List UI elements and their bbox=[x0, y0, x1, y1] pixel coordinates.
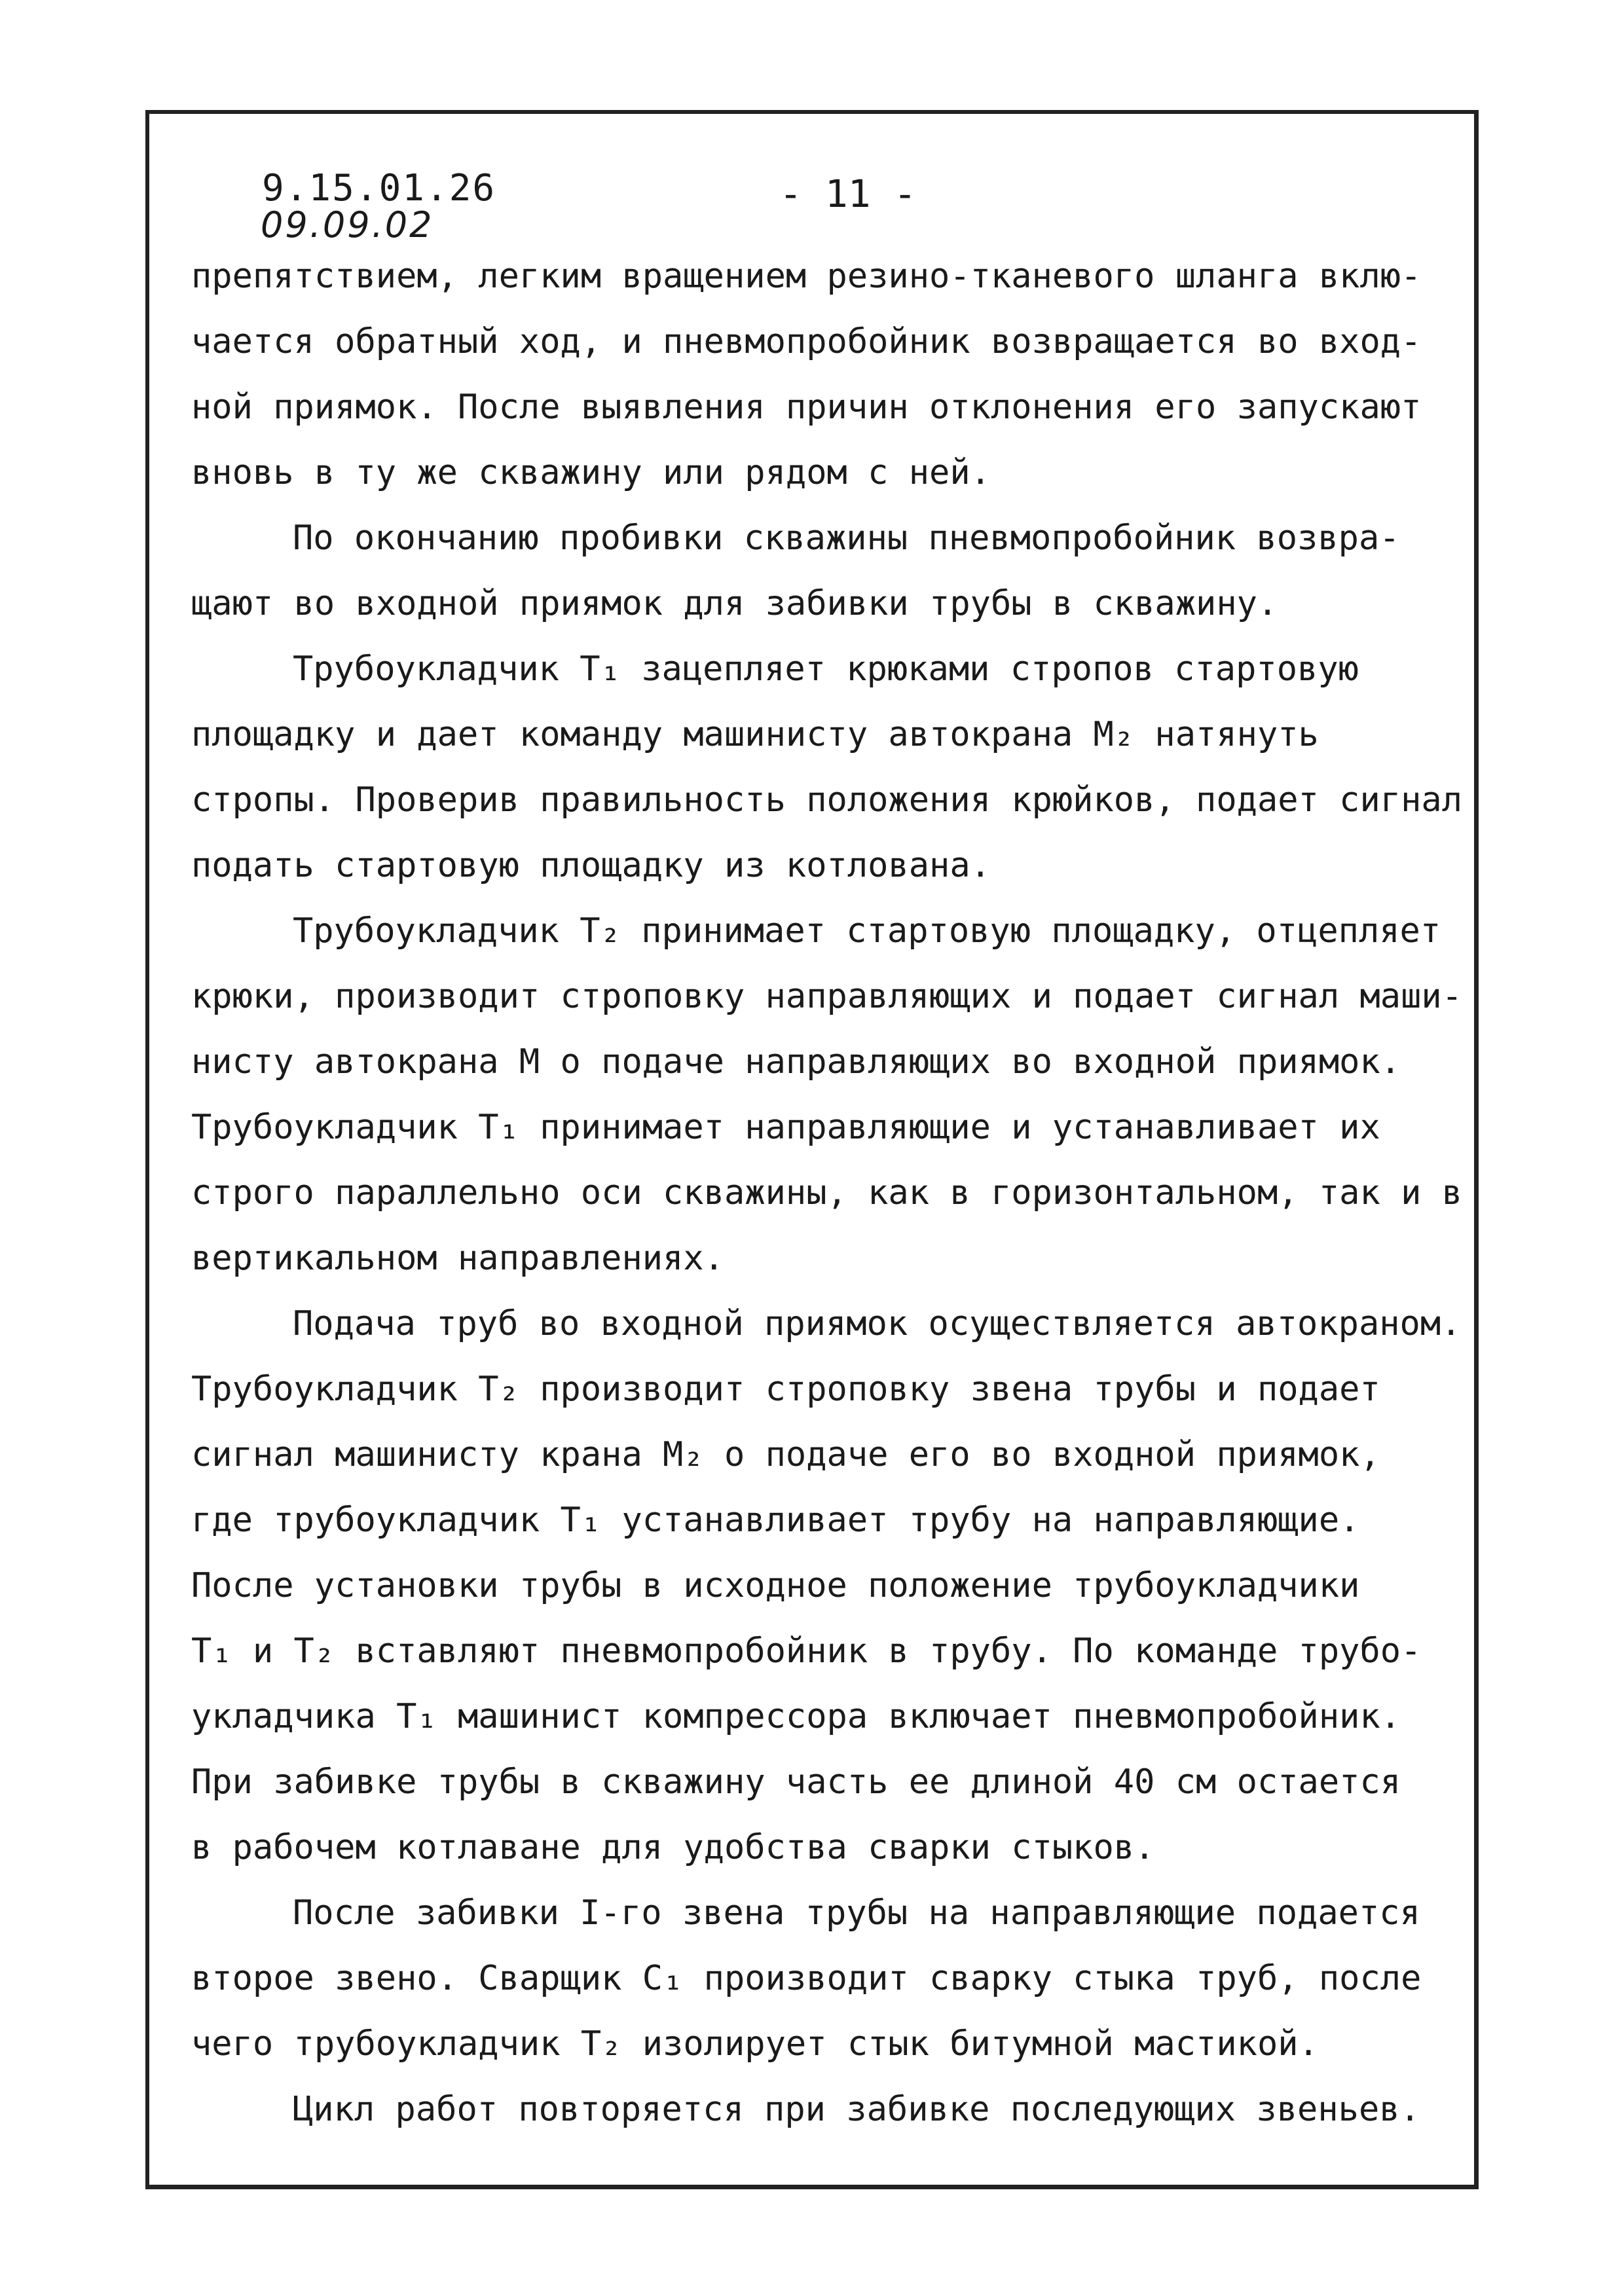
text-line: площадку и дает команду машинисту автокрана М₂ натянуть bbox=[191, 715, 1319, 754]
body-text bbox=[191, 244, 1462, 2142]
text-line: где трубоукладчик Т₁ устанавливает трубу на направляющие. bbox=[191, 1501, 1360, 1540]
text-line: сигнал машинисту крана М₂ о подаче его во входной приямок, bbox=[191, 1435, 1380, 1474]
text-line: Трубоукладчик Т₂ производит строповку звена трубы и подает bbox=[191, 1370, 1380, 1409]
text-line: укладчика Т₁ машинист компрессора включает пневмопробойник. bbox=[191, 1697, 1401, 1736]
text-line: чего трубоукладчик Т₂ изолирует стык битумной мастикой. bbox=[191, 2024, 1319, 2064]
document-code: 9.15.01.26 bbox=[262, 167, 496, 210]
text-line: Т₁ и Т₂ вставляют пневмопробойник в трубу. По команде трубо- bbox=[191, 1631, 1422, 1671]
paragraph-first-line: Цикл работ повторяется при забивке последующих звеньев. bbox=[293, 2090, 1420, 2129]
paragraph-first-line: Подача труб во входной приямок осуществляется автокраном. bbox=[293, 1304, 1462, 1343]
text-line: стропы. Проверив правильность положения крюйков, подает сигнал bbox=[191, 780, 1463, 820]
text-line: второе звено. Сварщик С₁ производит сварку стыка труб, после bbox=[191, 1959, 1422, 1998]
text-line: препятствием, легким вращением резино-тканевого шланга вклю- bbox=[191, 257, 1422, 296]
text-line: крюки, производит строповку направляющих и подает сигнал маши- bbox=[191, 977, 1463, 1016]
text-line: строго параллельно оси скважины, как в горизонтальном, так и в bbox=[191, 1173, 1463, 1212]
text-line: в рабочем котлаване для удобства сварки стыков. bbox=[191, 1828, 1155, 1867]
text-line: Трубоукладчик Т₁ принимает направляющие и устанавливает их bbox=[191, 1108, 1380, 1147]
text-line: подать стартовую площадку из котлована. bbox=[191, 846, 991, 885]
text-line: ной приямок. После выявления причин отклонения его запускают bbox=[191, 388, 1422, 427]
paragraph-first-line: Трубоукладчик Т₂ принимает стартовую площадку, отцепляет bbox=[293, 911, 1441, 951]
text-line: щают во входной приямок для забивки трубы в скважину. bbox=[191, 584, 1278, 623]
text-line: вертикальном направлениях. bbox=[191, 1239, 724, 1278]
text-line: При забивке трубы в скважину часть ее длиной 40 см остается bbox=[191, 1762, 1401, 1802]
text-line: После установки трубы в исходное положение трубоукладчики bbox=[191, 1566, 1360, 1605]
paragraph-first-line: По окончанию пробивки скважины пневмопробойник возвра- bbox=[293, 519, 1400, 558]
handwritten-date: 09.09.02 bbox=[261, 204, 434, 246]
paragraph-first-line: Трубоукладчик Т₁ зацепляет крюками стропов стартовую bbox=[293, 649, 1359, 689]
page-number: - 11 - bbox=[779, 172, 917, 216]
text-line: чается обратный ход, и пневмопробойник возвращается во вход- bbox=[191, 322, 1422, 361]
paragraph-first-line: После забивки I-го звена трубы на направляющие подается bbox=[293, 1893, 1420, 1933]
text-line: нисту автокрана М о подаче направляющих во входной приямок. bbox=[191, 1042, 1401, 1082]
text-line: вновь в ту же скважину или рядом с ней. bbox=[191, 453, 991, 492]
